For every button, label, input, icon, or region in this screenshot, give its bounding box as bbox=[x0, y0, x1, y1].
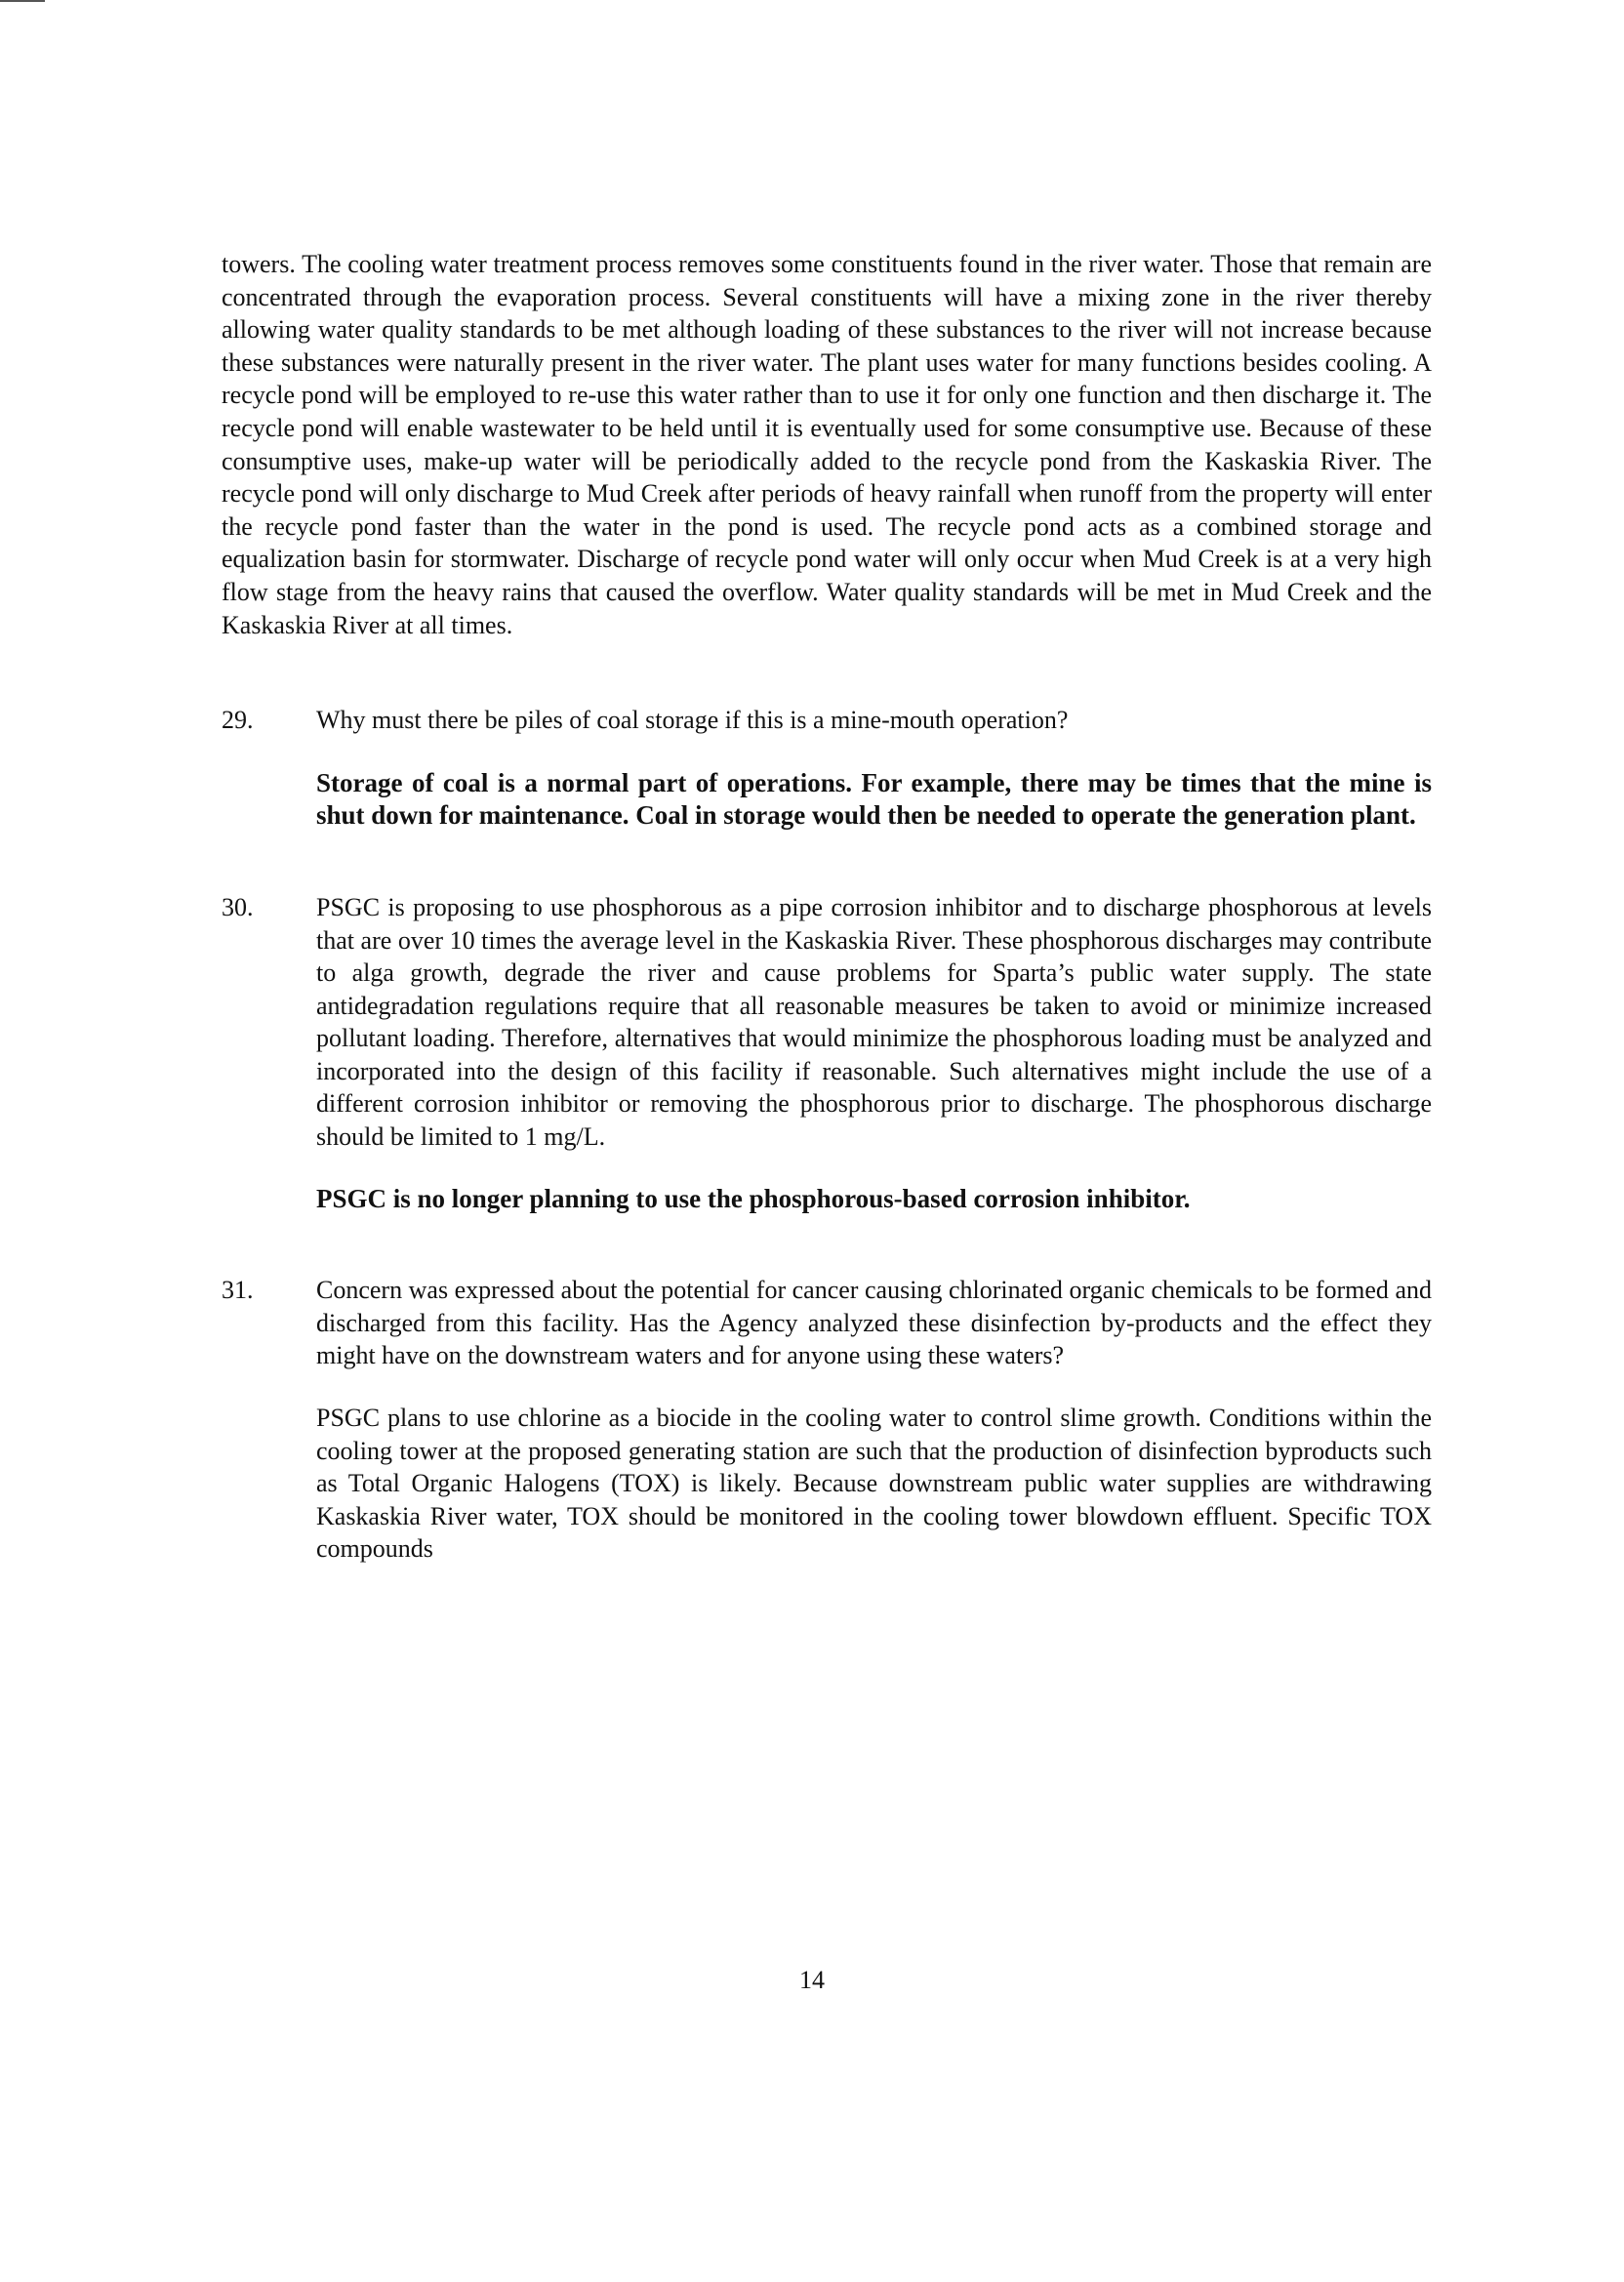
item-number: 30. bbox=[222, 892, 254, 921]
question-item-29 bbox=[222, 704, 1432, 833]
question-text: PSGC is proposing to use phosphorous as a pipe corrosion inhibitor and to discharge phosphorous at levels that are over 10 times the average level in the Kaskaskia River. These phosphorous discharges may contribute to alga growth, degrade the river and cause problems for Sparta’s public water supply. The state antidegradation regulations require that all reasonable measures be taken to avoid or minimize increased pollutant loading. Therefore, alternatives that would minimize the phosphorous loading must be analyzed and incorporated into the design of this facility if reasonable. Such alternatives might include the use of a different corrosion inhibitor or removing the phosphorous prior to discharge. The phosphorous discharge should be limited to 1 mg/L. bbox=[316, 892, 1432, 1152]
page-number: 14 bbox=[799, 1966, 825, 1994]
question-text: Why must there be piles of coal storage if this is a mine-mouth operation? bbox=[316, 706, 1069, 735]
question-text: Concern was expressed about the potential for cancer causing chlorinated organic chemicals to be formed and discharged from this facility. Has the Agency analyzed these disinfection by-products and the effect they might have on the downstream waters and for anyone using these waters? bbox=[316, 1276, 1432, 1370]
document-body bbox=[222, 248, 1432, 1566]
response-text: PSGC is no longer planning to use the phosphorous-based corrosion inhibitor. bbox=[316, 1183, 1191, 1213]
response-text: Storage of coal is a normal part of operations. For example, there may be times that the mine is shut down for maintenance. Coal in storage would then be needed to operate the generation plant. bbox=[316, 767, 1432, 831]
continuation-paragraph: towers. The cooling water treatment process removes some constituents found in the river water. Those that remain are concentrated through the evaporation process. Several constituents will have a mixing zone in the river thereby allowing water quality standards to be met although loading of these substances to the river will not increase because these substances were naturally present in the river water. The plant uses water for many functions besides cooling. A recycle pond will be employed to re-use this water rather than to use it for only one function and then discharge it. The recycle pond will enable wastewater to be held until it is eventually used for some consumptive use. Because of these consumptive uses, make-up water will be periodically added to the recycle pond from the Kaskaskia River. The recycle pond will only discharge to Mud Creek after periods of heavy rainfall when runoff from the property will enter the recycle pond faster than the water in the pond is used. The recycle pond acts as a combined storage and equalization basin for stormwater. Discharge of recycle pond water will only occur when Mud Creek is at a very high flow stage from the heavy rains that caused the overflow. Water quality standards will be met in Mud Creek and the Kaskaskia River at all times. bbox=[222, 250, 1432, 639]
scan-corner-mark bbox=[0, 0, 45, 2]
question-item-31 bbox=[222, 1274, 1432, 1566]
item-number: 29. bbox=[222, 706, 254, 735]
response-text: PSGC plans to use chlorine as a biocide in the cooling water to control slime growth. Conditions within the cooling tower at the proposed generating station are such that the production of disinfection byproducts such as Total Organic Halogens (TOX) is likely. Because downstream public water supplies are withdrawing Kaskaskia River water, TOX should be monitored in the cooling tower blowdown effluent. Specific TOX compounds bbox=[316, 1404, 1432, 1564]
item-number: 31. bbox=[222, 1276, 254, 1305]
question-item-30 bbox=[222, 891, 1432, 1215]
